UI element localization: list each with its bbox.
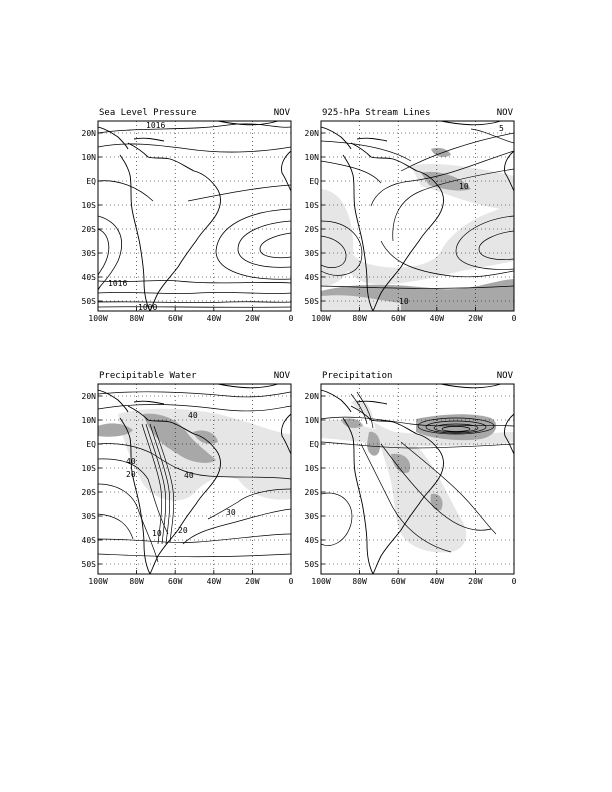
x-tick-label: 20W	[468, 577, 483, 586]
y-tick-label: 10N	[81, 153, 96, 162]
x-tick-label: 80W	[129, 577, 144, 586]
contour-label: 20	[178, 526, 188, 535]
panel-month: NOV	[273, 108, 290, 118]
contour-label: 1016	[108, 279, 128, 288]
panel-stream-lines	[305, 108, 517, 323]
y-tick-label: 20S	[81, 225, 96, 234]
coastline	[134, 401, 164, 404]
coastline	[218, 384, 278, 388]
map-content	[321, 392, 514, 552]
map-content	[321, 129, 514, 311]
panel-precipitation	[305, 371, 517, 586]
y-tick-label: 10N	[304, 416, 319, 425]
contour-label: 10	[399, 297, 409, 306]
x-tick-label: 0	[288, 314, 294, 323]
contour-label: 5	[499, 124, 504, 133]
panel-month: NOV	[273, 371, 290, 381]
y-tick-label: 20S	[304, 225, 319, 234]
x-tick-label: 80W	[352, 577, 367, 586]
contour-label: 1000	[138, 303, 158, 312]
x-tick-label: 60W	[167, 314, 183, 323]
x-tick-label: 20W	[468, 314, 483, 323]
y-tick-label: 10S	[304, 201, 319, 210]
y-tick-label: 40S	[81, 536, 96, 545]
y-tick-label: 20N	[304, 129, 319, 138]
y-tick-label: 20N	[81, 392, 96, 401]
y-tick-label: 30S	[81, 512, 96, 521]
coastline	[441, 384, 501, 388]
y-tick-label: 10N	[304, 153, 319, 162]
panel-sea-level-pressure	[82, 108, 294, 323]
contour-label: 10	[152, 529, 162, 538]
coastline	[134, 138, 164, 141]
x-tick-label: 0	[511, 577, 517, 586]
y-tick-label: 30S	[81, 249, 96, 258]
y-tick-label: 50S	[304, 560, 319, 569]
x-tick-label: 40W	[429, 577, 445, 586]
coastline	[321, 127, 351, 149]
y-tick-label: 40S	[304, 536, 319, 545]
x-tick-label: 20W	[245, 314, 260, 323]
x-tick-label: 20W	[245, 577, 260, 586]
contour-label: 20	[126, 470, 136, 479]
contour-label: 10	[459, 182, 469, 191]
x-tick-label: 40W	[429, 314, 445, 323]
x-tick-label: 60W	[390, 314, 406, 323]
x-tick-label: 40W	[206, 314, 222, 323]
x-tick-label: 100W	[88, 577, 108, 586]
y-tick-label: 50S	[304, 297, 319, 306]
y-tick-label: EQ	[309, 440, 319, 449]
coastline	[321, 390, 351, 412]
y-tick-label: 30S	[304, 249, 319, 258]
panel-title: Precipitable Water	[99, 371, 197, 381]
panel-precipitable-water	[82, 371, 294, 586]
x-tick-label: 60W	[390, 577, 406, 586]
x-tick-label: 80W	[352, 314, 367, 323]
y-tick-label: 10N	[81, 416, 96, 425]
y-tick-label: 40S	[304, 273, 319, 282]
coastline	[218, 121, 278, 125]
y-tick-label: EQ	[86, 440, 96, 449]
y-tick-label: 20S	[81, 488, 96, 497]
y-tick-label: EQ	[309, 177, 319, 186]
y-tick-label: 20N	[81, 129, 96, 138]
contour-label: 40	[184, 471, 194, 480]
x-tick-label: 100W	[311, 577, 331, 586]
y-tick-label: 20S	[304, 488, 319, 497]
y-tick-label: 30S	[304, 512, 319, 521]
coastline	[357, 138, 387, 141]
contour-label: 30	[226, 508, 236, 517]
x-tick-label: 80W	[129, 314, 144, 323]
x-tick-label: 0	[288, 577, 294, 586]
x-tick-label: 40W	[206, 577, 222, 586]
panel-title: Sea Level Pressure	[99, 108, 197, 118]
contour-label: 40	[188, 411, 198, 420]
x-tick-label: 100W	[88, 314, 108, 323]
contour-label: 40	[126, 457, 136, 466]
x-tick-label: 0	[511, 314, 517, 323]
panel-month: NOV	[496, 108, 513, 118]
x-tick-label: 100W	[311, 314, 331, 323]
y-tick-label: 10S	[81, 201, 96, 210]
y-tick-label: 10S	[81, 464, 96, 473]
y-tick-label: 50S	[81, 560, 96, 569]
x-tick-label: 60W	[167, 577, 183, 586]
coastline	[441, 121, 501, 125]
y-tick-label: 20N	[304, 392, 319, 401]
y-tick-label: 50S	[81, 297, 96, 306]
y-tick-label: 10S	[304, 464, 319, 473]
panel-title: 925-hPa Stream Lines	[322, 108, 431, 118]
contour-label: 1016	[146, 121, 166, 130]
panel-month: NOV	[496, 371, 513, 381]
y-tick-label: EQ	[86, 177, 96, 186]
y-tick-label: 40S	[81, 273, 96, 282]
coastline	[120, 143, 221, 311]
panel-title: Precipitation	[322, 371, 393, 381]
